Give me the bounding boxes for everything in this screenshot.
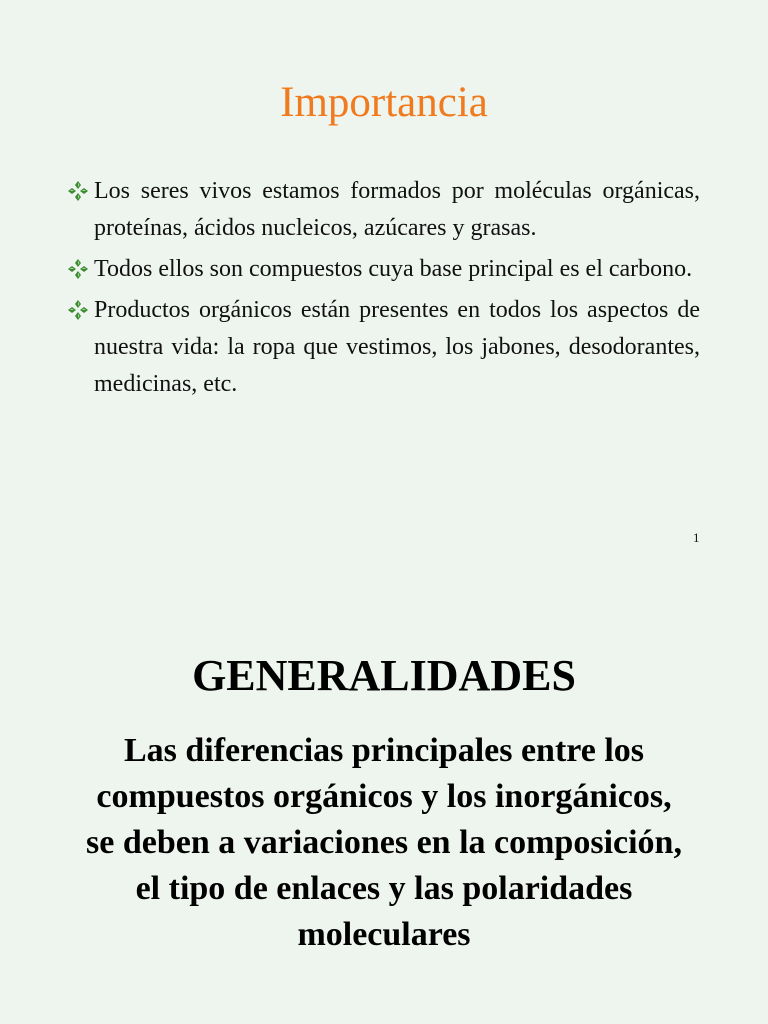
- bullet-item: [67, 292, 700, 403]
- bullet-text: Los seres vivos estamos formados por moléculas orgánicas, proteínas, ácidos nucleicos, azúcares y grasas.: [94, 178, 700, 241]
- diamond-bullet-icon: [67, 180, 89, 202]
- bullet-item: [67, 173, 700, 247]
- slide-body-text: Las diferencias principales entre los compuestos orgánicos y los inorgánicos, se deben a variaciones en la composición, el tipo de enlaces y las polaridades moleculares: [86, 732, 682, 953]
- slide-title: Importancia: [280, 79, 488, 126]
- diamond-bullet-icon: [67, 258, 89, 280]
- bullet-text: Productos orgánicos están presentes en todos los aspectos de nuestra vida: la ropa que vestimos, los jabones, desodorantes, medicinas, etc.: [94, 297, 700, 397]
- slide-title: GENERALIDADES: [192, 651, 576, 700]
- bullet-text: Todos ellos son compuestos cuya base principal es el carbono.: [94, 256, 693, 282]
- bullet-item: [67, 251, 700, 288]
- bullet-list: [67, 173, 700, 407]
- page-number: 1: [693, 530, 700, 545]
- slide-generalidades: [0, 590, 768, 1024]
- diamond-bullet-icon: [67, 299, 89, 321]
